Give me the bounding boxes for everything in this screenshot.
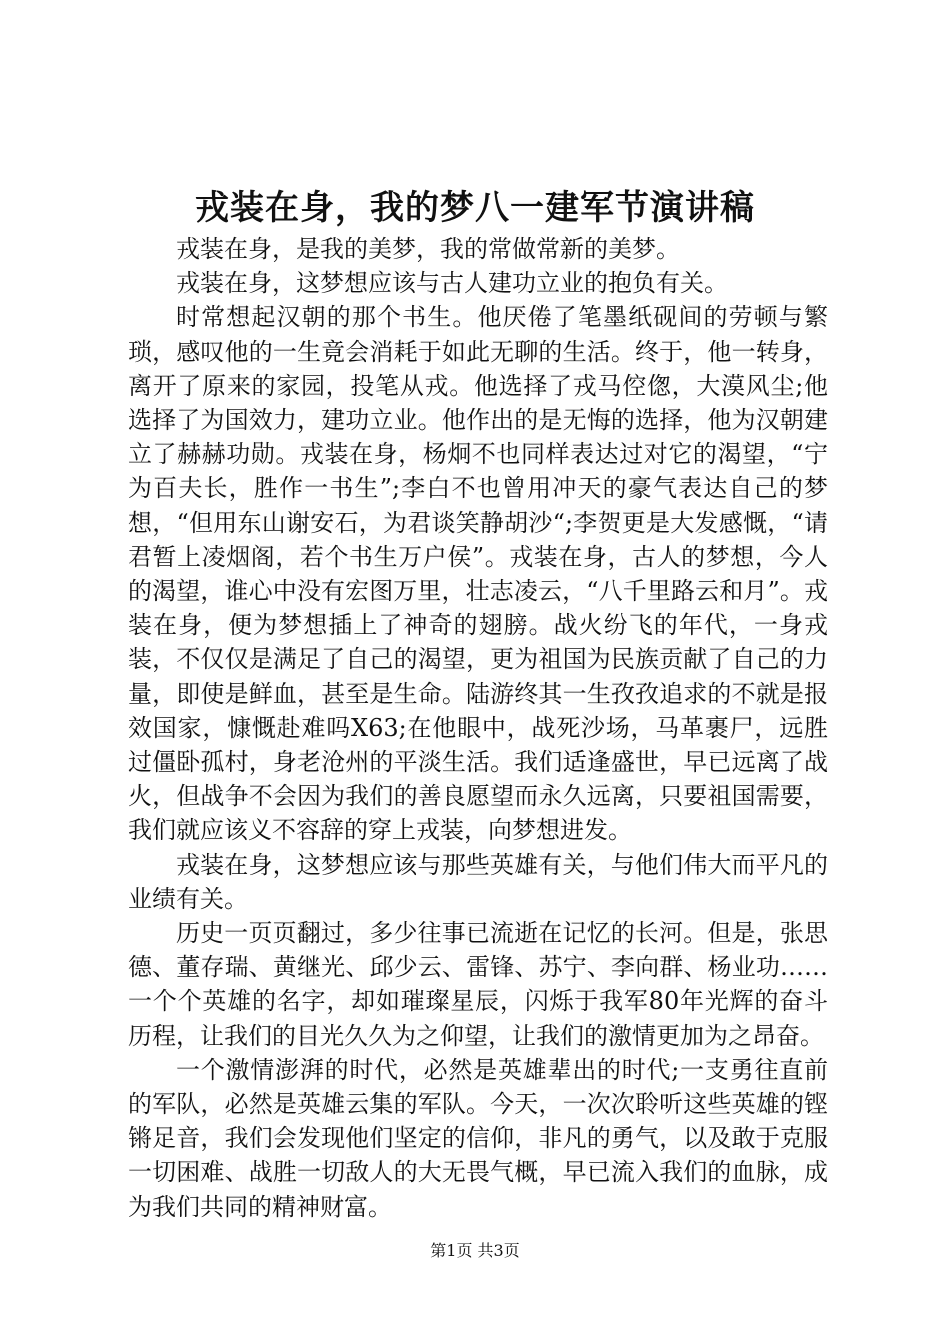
paragraph-4: 戎装在身，这梦想应该与那些英雄有关，与他们伟大而平凡的业绩有关。 [128,850,828,913]
paragraph-5: 历史一页页翻过，多少往事已流逝在记忆的长河。但是，张思德、董存瑞、黄继光、邱少云、雷锋、苏宁、李向群、杨业功……一个个英雄的名字，却如璀璨星辰，闪烁于我军80年光辉的奋斗历程，让我们的目光久久为之仰望，让我们的激情更加为之昂奋。 [128,919,828,1050]
paragraph-1: 戎装在身，是我的美梦，我的常做常新的美梦。 [176,235,680,263]
paragraph-6: 一个激情澎湃的时代，必然是英雄辈出的时代;一支勇往直前的军队，必然是英雄云集的军队。今天，一次次聆听这些英雄的铿锵足音，我们会发现他们坚定的信仰，非凡的勇气，以及敢于克服一切困难、战胜一切敌人的大无畏气概，早已流入我们的血脉，成为我们共同的精神财富。 [128,1055,828,1221]
document-title: 戎装在身，我的梦八一建军节演讲稿 [195,188,755,228]
paragraph-3: 时常想起汉朝的那个书生。他厌倦了笔墨纸砚间的劳顿与繁琐，感叹他的一生竟会消耗于如此无聊的生活。终于，他一转身，离开了原来的家园，投笔从戎。他选择了戎马倥偬，大漠风尘;他选择了为国效力，建功立业。他作出的是无悔的选择，他为汉朝建立了赫赫功勋。戎装在身，杨炯不也同样表达过对它的渴望，“宁为百夫长，胜作一书生”;李白不也曾用冲天的豪气表达自己的梦想，“但用东山谢安石，为君谈笑静胡沙“;李贺更是大发感慨，“请君暂上凌烟阁，若个书生万户侯”。戎装在身，古人的梦想，今人的渴望，谁心中没有宏图万里，壮志凌云，“八千里路云和月”。戎装在身，便为梦想插上了神奇的翅膀。战火纷飞的年代，一身戎装，不仅仅是满足了自己的渴望，更为祖国为民族贡献了自己的力量，即使是鲜血，甚至是生命。陆游终其一生孜孜追求的不就是报效国家，慷慨赴难吗X63;在他眼中，战死沙场，马革裹尸，远胜过僵卧孤村，身老沧州的平淡生活。我们适逢盛世，早已远离了战火，但战争不会因为我们的善良愿望而永久远离，只要祖国需要，我们就应该义不容辞的穿上戎装，向梦想进发。 [128,303,828,845]
page-footer: 第1页 共3页 [430,1241,520,1260]
document-body [128,232,828,1224]
paragraph-2: 戎装在身，这梦想应该与古人建功立业的抱负有关。 [176,269,728,298]
